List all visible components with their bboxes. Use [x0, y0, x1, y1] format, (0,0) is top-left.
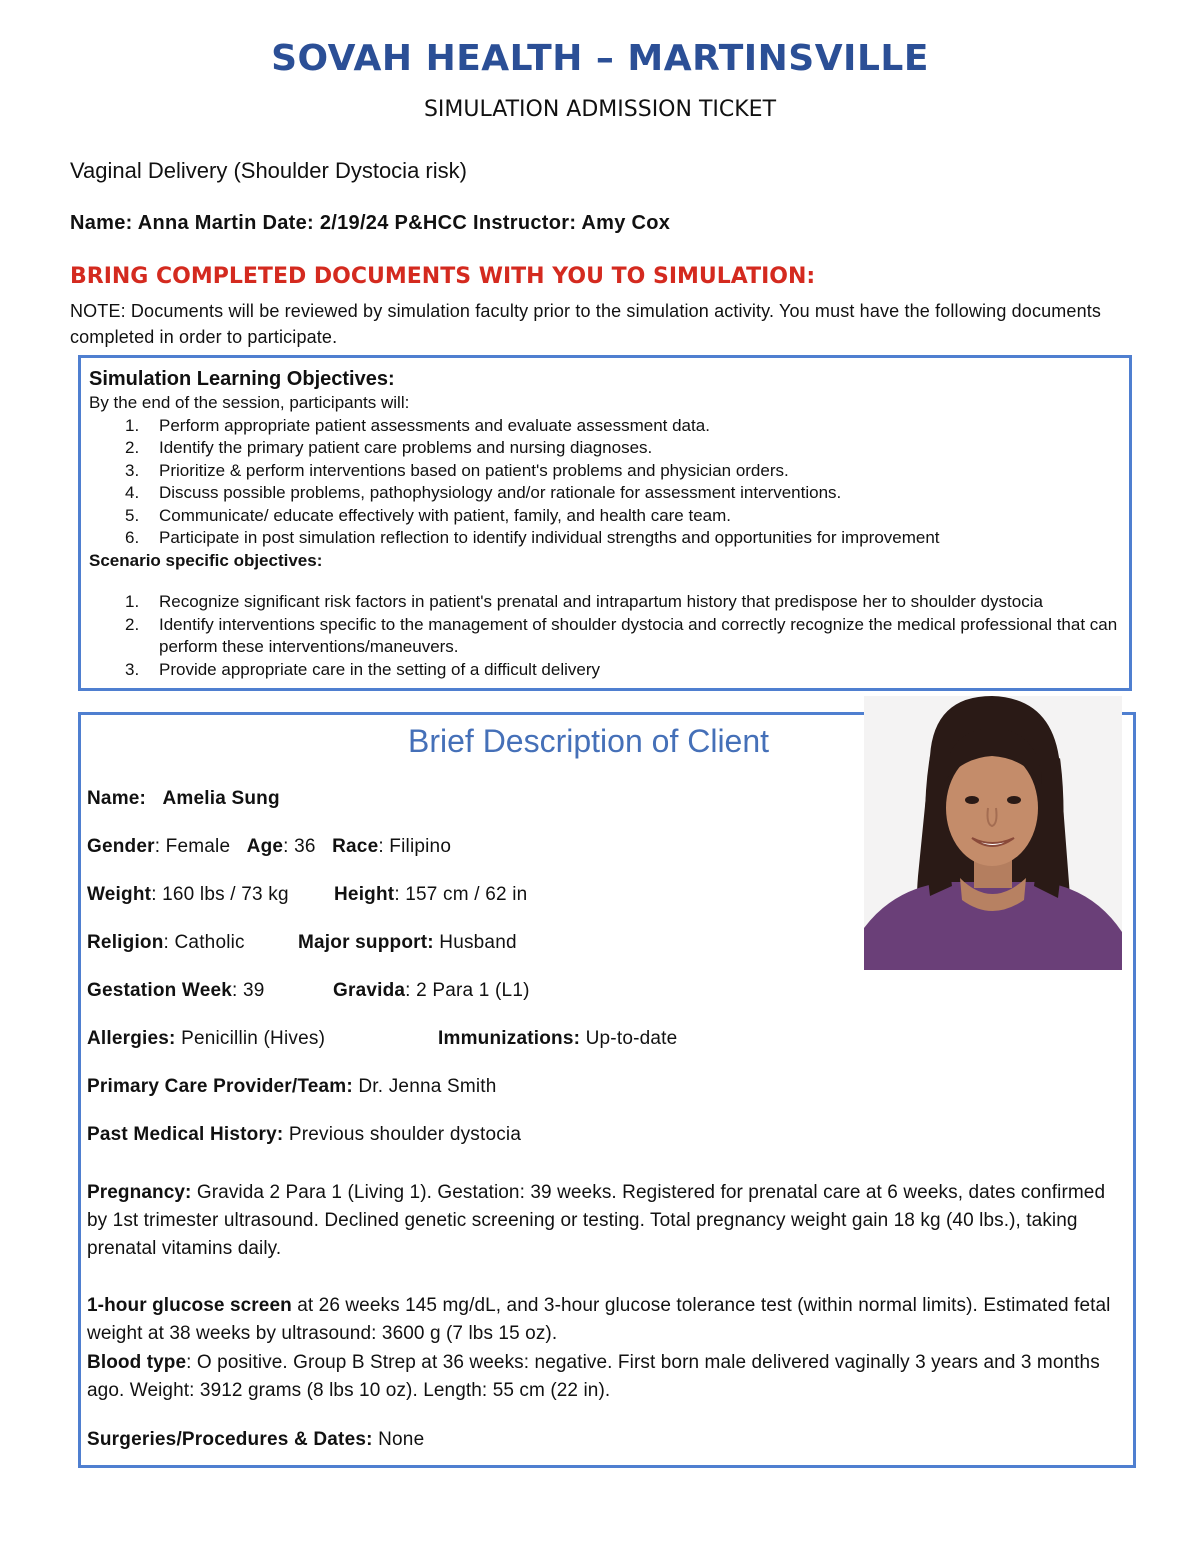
client-section-title: Brief Description of Client: [408, 723, 770, 759]
client-pcp-row: Primary Care Provider/Team: Dr. Jenna Smith: [87, 1076, 497, 1097]
client-height-row: Height: 157 cm / 62 in: [334, 884, 528, 905]
document-title: SOVAH HEALTH – MARTINSVILLE: [271, 38, 929, 79]
client-photo: [864, 696, 1122, 970]
client-weight-row: Weight: 160 lbs / 73 kg: [87, 884, 289, 905]
client-blood-type-paragraph: Blood type: O positive. Group B Strep at 36 weeks: negative. First born male delivered vaginally 3 years and 3 months ago. Weight: 3912 grams (8 lbs 10 oz). Length: 55 cm (22 in).: [87, 1352, 1100, 1401]
objective-item: 3. Prioritize & perform interventions based on patient's problems and physician orders.: [125, 460, 789, 480]
objectives-list: [89, 415, 1119, 550]
client-pregnancy-paragraph: Pregnancy: Gravida 2 Para 1 (Living 1). Gestation: 39 weeks. Registered for prenatal care at 6 weeks, dates confirmed by 1st trimester ultrasound. Declined genetic screening or testing. Total pregnancy weight gain 18 kg (40 lbs.), taking prenatal vitamins daily.: [87, 1182, 1106, 1259]
document-subtitle: SIMULATION ADMISSION TICKET: [423, 97, 777, 122]
objectives-intro: By the end of the session, participants will:: [89, 393, 410, 412]
objective-item: 4. Discuss possible problems, pathophysiology and/or rationale for assessment interventions.: [125, 483, 842, 502]
client-glucose-paragraph: 1-hour glucose screen at 26 weeks 145 mg/dL, and 3-hour glucose tolerance test (within normal limits). Estimated fetal weight at 38 weeks by ultrasound: 3600 g (7 lbs 15 oz).: [87, 1295, 1111, 1344]
scenario-objectives-heading: Scenario specific objectives:: [89, 550, 323, 570]
learning-objectives-box: [78, 355, 1132, 691]
scenario-title: Vaginal Delivery (Shoulder Dystocia risk): [70, 158, 467, 183]
student-info-line: Name: Anna Martin Date: 2/19/24 P&HCC Instructor: Amy Cox: [70, 212, 671, 234]
client-support-row: Major support: Husband: [298, 932, 517, 953]
client-immunizations-row: Immunizations: Up-to-date: [438, 1028, 678, 1049]
client-demographics-row: Gender: Female Age: 36 Race: Filipino: [87, 836, 452, 857]
objective-item: 5. Communicate/ educate effectively with patient, family, and health care team.: [125, 505, 731, 525]
client-name-row: Name: Amelia Sung: [87, 788, 280, 809]
client-allergies-row: Allergies: Penicillin (Hives): [87, 1028, 326, 1049]
objectives-heading: Simulation Learning Objectives:: [89, 368, 395, 390]
client-gravida-row: Gravida: 2 Para 1 (L1): [333, 980, 530, 1001]
client-surgeries-row: Surgeries/Procedures & Dates: None: [87, 1429, 425, 1450]
objective-item: 1. Perform appropriate patient assessments and evaluate assessment data.: [125, 415, 710, 435]
scenario-objective-item: 2. Identify interventions specific to the management of shoulder dystocia and correctly recognize the medical professional that can perform these interventions/maneuvers.: [125, 614, 1118, 656]
client-pmh-row: Past Medical History: Previous shoulder dystocia: [87, 1124, 522, 1145]
documents-note: NOTE: Documents will be reviewed by simulation faculty prior to the simulation activity. You must have the following documents completed in order to participate.: [70, 301, 1102, 347]
client-gestation-row: Gestation Week: 39: [87, 980, 265, 1001]
scenario-objectives-list: [89, 591, 1119, 681]
objective-item: 2. Identify the primary patient care problems and nursing diagnoses.: [125, 438, 653, 457]
scenario-objective-item: 1. Recognize significant risk factors in patient's prenatal and intrapartum history that predispose her to shoulder dystocia: [125, 592, 1043, 611]
client-religion-row: Religion: Catholic: [87, 932, 245, 953]
scenario-objective-item: 3. Provide appropriate care in the setting of a difficult delivery: [125, 659, 600, 679]
bring-documents-heading: BRING COMPLETED DOCUMENTS WITH YOU TO SIMULATION:: [70, 264, 816, 289]
objective-item: 6. Participate in post simulation reflection to identify individual strengths and opportunities for improvement: [125, 528, 940, 547]
